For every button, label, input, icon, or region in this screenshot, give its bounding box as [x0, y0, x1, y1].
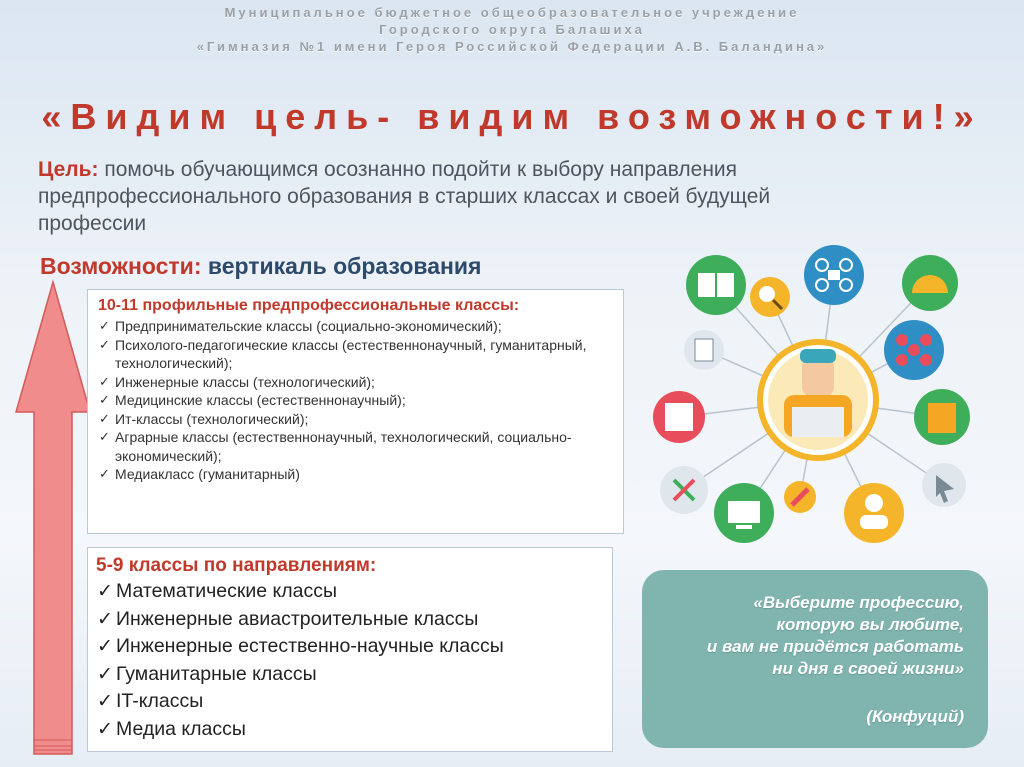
- list-item: ✓ Медиакласс (гуманитарный): [98, 465, 613, 484]
- list-item: ✓ Гуманитарные классы: [96, 661, 602, 689]
- list-item: ✓ Медицинские классы (естественнонаучный);: [98, 391, 613, 410]
- header-line-2: Городского округа Балашиха: [379, 22, 645, 37]
- list-item: ✓ Инженерные авиастроительные классы: [96, 606, 602, 634]
- senior-classes-list: [98, 317, 613, 484]
- list-item: ✓ Медиа классы: [96, 716, 602, 744]
- quote-author: (Конфуций): [866, 707, 964, 726]
- list-item: ✓ Ит-классы (технологический);: [98, 410, 613, 429]
- list-item: ✓ Инженерные естественно-научные классы: [96, 633, 602, 661]
- list-item: ✓ Аграрные классы (естественнонаучный, технологический, социально-экономический);: [98, 428, 613, 465]
- education-infographic: [652, 245, 982, 550]
- list-item: ✓ Математические классы: [96, 578, 602, 606]
- opportunities-text: вертикаль образования: [201, 253, 482, 279]
- list-item: ✓ Инженерные классы (технологический);: [98, 373, 613, 392]
- quote-line-2: которую вы любите,: [776, 615, 964, 634]
- opportunities-label: Возможности:: [40, 253, 202, 279]
- goal-text: помочь обучающимся осознанно подойти к выбору направления предпрофессионального образования в старших классах и своей будущей профессии: [38, 158, 771, 235]
- quote-line-3: и вам не придётся работать: [706, 637, 964, 656]
- goal-paragraph: [38, 156, 868, 237]
- quote-line-4: ни дня в своей жизни»: [772, 659, 964, 678]
- quote-box: [642, 570, 988, 748]
- header-line-3: «Гимназия №1 имени Героя Российской Федерации А.В. Баландина»: [196, 39, 828, 54]
- vertical-arrow-icon: [8, 278, 98, 758]
- list-item: ✓ IT-классы: [96, 688, 602, 716]
- school-header: [0, 4, 1024, 55]
- junior-classes-list: [96, 578, 602, 743]
- user-icon: [844, 483, 904, 543]
- quote-line-1: «Выберите профессию,: [753, 593, 964, 612]
- header-line-1: Муниципальное бюджетное общеобразовательное учреждение: [224, 5, 800, 20]
- junior-classes-box: [87, 547, 613, 752]
- opportunities-heading: [40, 253, 481, 280]
- goal-label: Цель:: [38, 158, 99, 181]
- senior-classes-box: [87, 289, 624, 534]
- slide-title: «Видим цель- видим возможности!»: [41, 96, 983, 137]
- list-item: ✓ Предпринимательские классы (социально-экономический);: [98, 317, 613, 336]
- senior-classes-title: 10-11 профильные предпрофессиональные классы:: [98, 297, 520, 314]
- junior-classes-title: 5-9 классы по направлениям:: [96, 555, 377, 576]
- list-item: ✓ Психолого-педагогические классы (естественнонаучный, гуманитарный, технологический);: [98, 336, 613, 373]
